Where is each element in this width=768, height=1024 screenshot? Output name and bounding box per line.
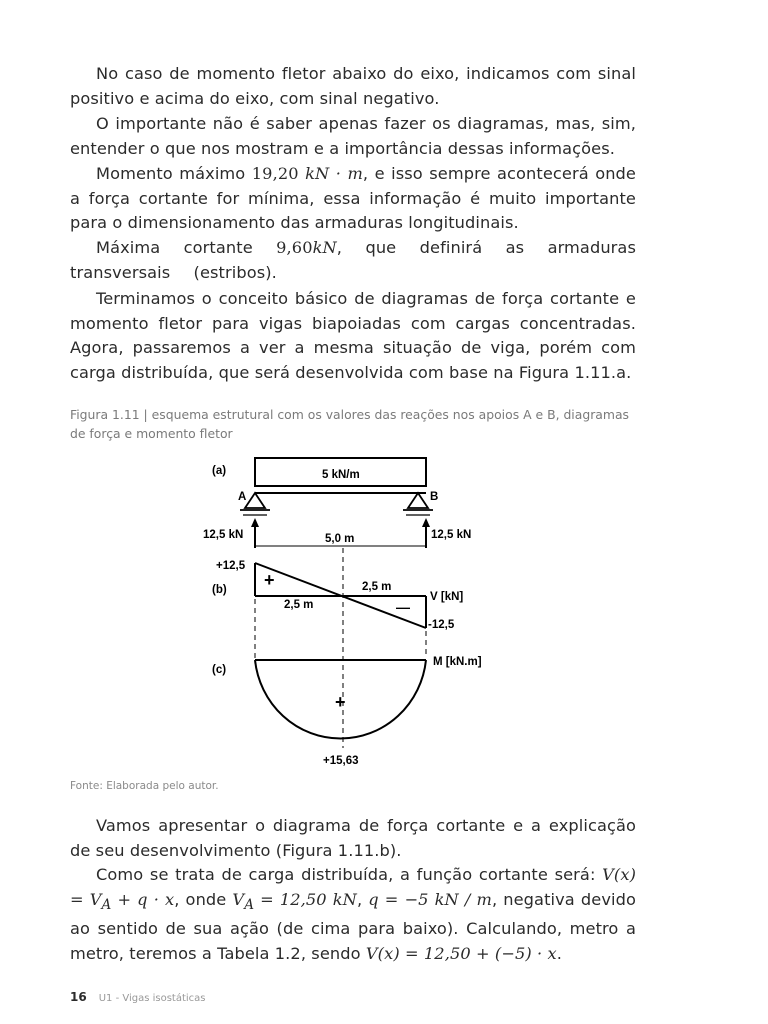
reaction-a-label: 12,5 kN (203, 529, 244, 541)
reaction-a-arrow-icon (251, 518, 259, 548)
shear-max-label: +12,5 (216, 560, 246, 572)
text-span: , e isso sempre acontecerá onde a força cortante for mínima, essa informação é muito importante para o dimensionamento das armaduras longitudinais. (70, 164, 636, 232)
text-span: Máxima cortante (96, 238, 277, 257)
text-span: , onde (174, 889, 233, 909)
paragraph-max-moment (70, 162, 636, 236)
paragraph-importance: O importante não é saber apenas fazer os diagramas, mas, sim, entender o que nos mostram e a importância dessas informações. (70, 114, 636, 158)
moment-axis-label: M [kN.m] (433, 656, 482, 668)
support-a-label: A (238, 491, 247, 503)
text-span: , negativa devido ao sentido de sua ação (de cima para baixo). Calculando, metro a metro, teremos a Tabela 1.2, sendo (70, 889, 636, 963)
formula-shear-numeric: V(x) = 12,50 + (−5) · x (365, 943, 557, 963)
span-label: 5,0 m (325, 533, 355, 545)
text-span: . (556, 943, 562, 963)
text-span: Momento máximo (96, 164, 252, 183)
formula-part: V(x) = V (70, 865, 636, 909)
moment-max-label: +15,63 (323, 755, 359, 767)
moment-plus-sign: + (335, 692, 346, 712)
paragraph-sign-convention: No caso de momento fletor abaixo do eixo, indicamos com sinal positivo e acima do eixo, com sinal negativo. (70, 64, 636, 108)
text-span: , (356, 889, 369, 909)
max-moment-value: 19,20 (251, 164, 299, 183)
figure-source: Fonte: Elaborada pelo autor. (70, 780, 219, 792)
page-footer (70, 990, 206, 1004)
shear-axis-label: V [kN] (430, 591, 464, 603)
paragraph-conclusion: Terminamos o conceito básico de diagramas de força cortante e momento fletor para vigas biapoiadas com cargas concentradas. Agora, passaremos a ver a mesma situação de viga, porém com carga distribuída, que será desenvolvida com base na Figura 1.11.a. (70, 289, 636, 382)
formula-sub: A (244, 896, 255, 913)
paragraph-shear-function (70, 863, 636, 966)
shear-plus-sign: + (264, 570, 275, 590)
shear-minus-sign: — (396, 599, 410, 615)
label-b: (b) (212, 584, 227, 596)
dashed-guides (255, 548, 426, 748)
support-b-label: B (430, 491, 439, 503)
formula-part: + q · x (111, 889, 175, 909)
text-span: Como se trata de carga distribuída, a função cortante será: (96, 865, 603, 884)
paragraph-shear-intro: Vamos apresentar o diagrama de força cortante e a explicação de seu desenvolvimento (Figura 1.11.b). (70, 816, 636, 860)
max-moment-unit: kN · m (305, 164, 363, 183)
load-label: 5 kN/m (322, 469, 360, 481)
label-c: (c) (212, 664, 227, 676)
formula-q: q = −5 kN / m (368, 889, 492, 909)
shear-left-length: 2,5 m (284, 599, 314, 611)
formula-va (232, 889, 357, 913)
formula-sub: A (101, 896, 112, 913)
support-b-icon (403, 493, 433, 515)
footer-section: U1 - Vigas isostáticas (98, 993, 206, 1004)
shear-min-label: -12,5 (428, 619, 455, 631)
max-shear-value: 9,60 (276, 238, 313, 257)
figure-caption: Figura 1.11 | esquema estrutural com os valores das reações nos apoios A e B, diagramas de força e momento fletor (70, 407, 630, 441)
page-number: 16 (70, 990, 87, 1004)
formula-part: V (232, 889, 245, 909)
paragraph-max-shear (70, 236, 636, 285)
max-shear-unit: kN (312, 238, 337, 257)
label-a: (a) (212, 465, 227, 477)
shear-right-length: 2,5 m (362, 581, 392, 593)
formula-part: = 12,50 kN (254, 889, 357, 909)
text-span: , que definirá as armaduras transversais (estribos). (70, 238, 636, 282)
reaction-b-label: 12,5 kN (431, 529, 472, 541)
structural-diagram (0, 440, 768, 780)
reaction-b-arrow-icon (422, 518, 430, 548)
